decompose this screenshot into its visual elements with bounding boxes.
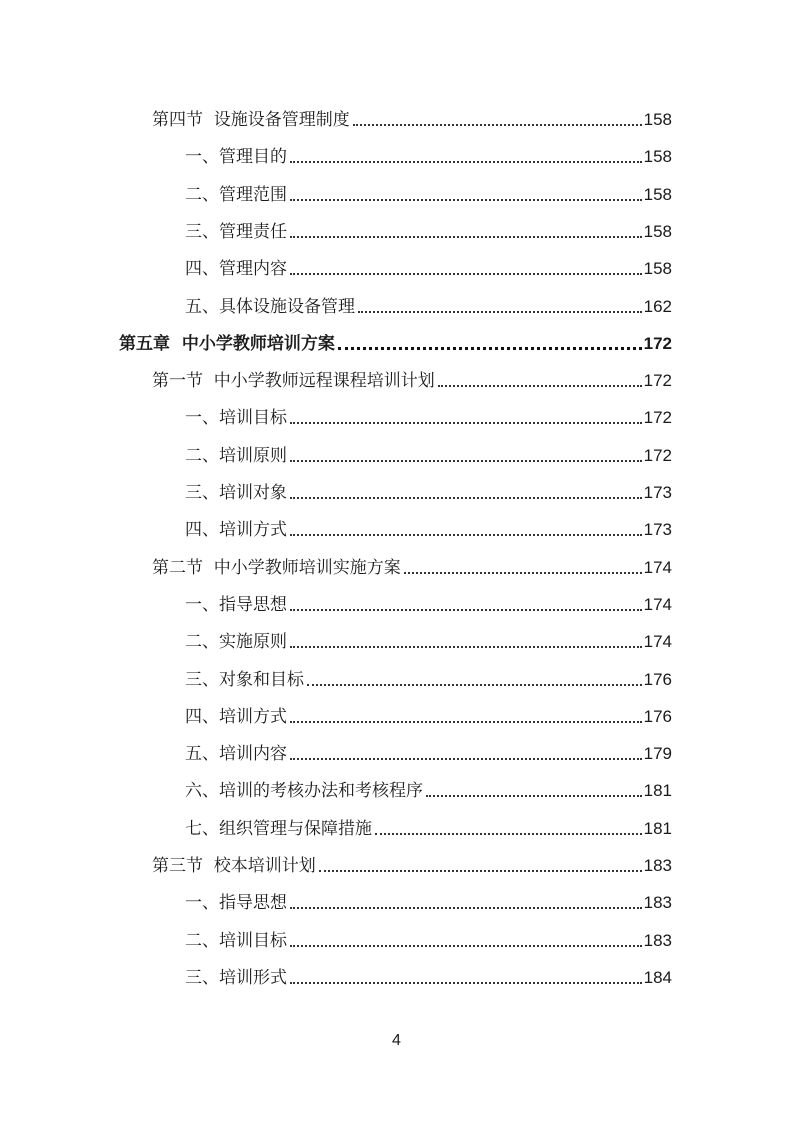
toc-entry-page: 172	[643, 371, 672, 391]
page-number: 4	[392, 1032, 401, 1049]
dot-leader	[290, 646, 642, 648]
toc-entry-page: 162	[643, 296, 672, 316]
toc-entry-title: 一、培训目标	[185, 408, 287, 429]
dot-leader	[358, 311, 642, 313]
toc-entry-page: 172	[643, 445, 672, 465]
toc-entry-title: 三、培训对象	[185, 483, 287, 503]
toc-entry[interactable]	[185, 585, 672, 622]
toc-entry[interactable]	[185, 921, 672, 958]
toc-entry[interactable]	[185, 175, 672, 212]
toc-entry[interactable]	[185, 958, 672, 995]
toc-entry[interactable]	[119, 324, 672, 361]
toc-entry[interactable]	[152, 548, 672, 585]
dot-leader	[290, 199, 642, 201]
toc-entry-title: 二、管理范围	[185, 184, 287, 205]
dot-leader	[290, 758, 642, 760]
toc-entry-title: 五、培训内容	[185, 744, 287, 765]
toc-entry[interactable]	[185, 697, 672, 734]
toc-entry[interactable]	[185, 622, 672, 659]
toc-entry[interactable]	[185, 212, 672, 249]
dot-leader	[290, 945, 642, 947]
dot-leader	[319, 870, 642, 872]
toc-entry-page: 158	[643, 184, 672, 204]
dot-leader	[290, 161, 642, 163]
toc-entry-page: 172	[643, 333, 672, 353]
toc-entry[interactable]	[185, 473, 672, 510]
toc-entry-title: 四、培训方式	[185, 706, 287, 727]
dot-leader	[353, 124, 642, 126]
toc-entry-title: 六、培训的考核办法和考核程序	[185, 781, 423, 802]
toc-entry[interactable]	[185, 809, 672, 846]
dot-leader	[290, 422, 642, 424]
toc-entry-page: 173	[643, 483, 672, 502]
dot-leader	[290, 907, 642, 909]
toc-entry-title: 第三节 校本培训计划	[152, 856, 316, 876]
toc-entry[interactable]	[185, 137, 672, 174]
toc-entry-page: 176	[643, 669, 672, 689]
toc-entry-page: 176	[643, 706, 672, 726]
dot-leader	[290, 609, 642, 611]
toc-entry-page: 174	[643, 594, 672, 614]
toc-entry[interactable]	[152, 846, 672, 883]
dot-leader	[426, 795, 642, 797]
toc-entry-title: 第四节 设施设备管理制度	[152, 110, 350, 130]
toc-entry[interactable]	[185, 436, 672, 473]
toc-entry-page: 181	[643, 818, 672, 838]
toc-entry-page: 158	[643, 110, 672, 129]
toc-entry-page: 183	[643, 930, 672, 950]
toc-entry-page: 158	[643, 259, 672, 279]
toc-entry[interactable]	[185, 510, 672, 547]
toc-entry-page: 173	[643, 520, 672, 540]
toc-entry-page: 184	[643, 967, 672, 987]
toc-entry-title: 一、指导思想	[185, 893, 287, 914]
dot-leader	[290, 460, 642, 462]
toc-entry-title: 四、培训方式	[185, 520, 287, 541]
toc-entry-page: 158	[643, 221, 672, 241]
toc-entry-title: 三、培训形式	[185, 967, 287, 988]
dot-leader	[290, 497, 642, 499]
dot-leader	[404, 572, 642, 574]
toc-entry-page: 183	[643, 856, 672, 875]
toc-entry[interactable]	[185, 660, 672, 697]
toc-entry-page: 174	[643, 557, 672, 577]
dot-leader	[438, 385, 642, 387]
dot-leader	[290, 982, 642, 984]
toc-entry-title: 四、管理内容	[185, 259, 287, 280]
toc-entry[interactable]	[185, 398, 672, 435]
toc-entry-title: 第五章 中小学教师培训方案	[119, 333, 335, 354]
toc-entry[interactable]	[185, 287, 672, 324]
toc-entry[interactable]	[185, 771, 672, 808]
toc-entry[interactable]	[185, 249, 672, 286]
dot-leader	[290, 534, 642, 536]
toc-entry-title: 五、具体设施设备管理	[185, 296, 355, 317]
toc-entry[interactable]	[185, 883, 672, 920]
toc-entry[interactable]	[152, 361, 672, 398]
toc-entry-title: 第二节 中小学教师培训实施方案	[152, 557, 401, 578]
toc-entry-title: 第一节 中小学教师远程课程培训计划	[152, 371, 435, 392]
toc-entry-page: 179	[643, 744, 672, 764]
dot-leader	[338, 347, 642, 350]
toc-entry-title: 二、培训原则	[185, 445, 287, 466]
dot-leader	[290, 721, 642, 723]
toc-entry-page: 174	[643, 632, 672, 652]
toc-entry-title: 一、指导思想	[185, 594, 287, 615]
toc-entry-page: 183	[643, 893, 672, 913]
toc-entry-title: 三、管理责任	[185, 221, 287, 242]
dot-leader	[290, 273, 642, 275]
dot-leader	[307, 684, 642, 686]
toc-entry-title: 二、培训目标	[185, 930, 287, 951]
toc-entry-title: 三、对象和目标	[185, 669, 304, 690]
dot-leader	[290, 236, 642, 238]
toc-entry-title: 二、实施原则	[185, 632, 287, 653]
toc-entry[interactable]	[152, 100, 672, 137]
dot-leader	[375, 833, 642, 835]
toc-entry-title: 一、管理目的	[185, 147, 287, 168]
toc-entry-page: 172	[643, 408, 672, 428]
toc-entry-page: 181	[643, 781, 672, 801]
toc-entry-title: 七、组织管理与保障措施	[185, 818, 372, 839]
toc-entry[interactable]	[185, 734, 672, 771]
toc-entry-page: 158	[643, 147, 672, 167]
